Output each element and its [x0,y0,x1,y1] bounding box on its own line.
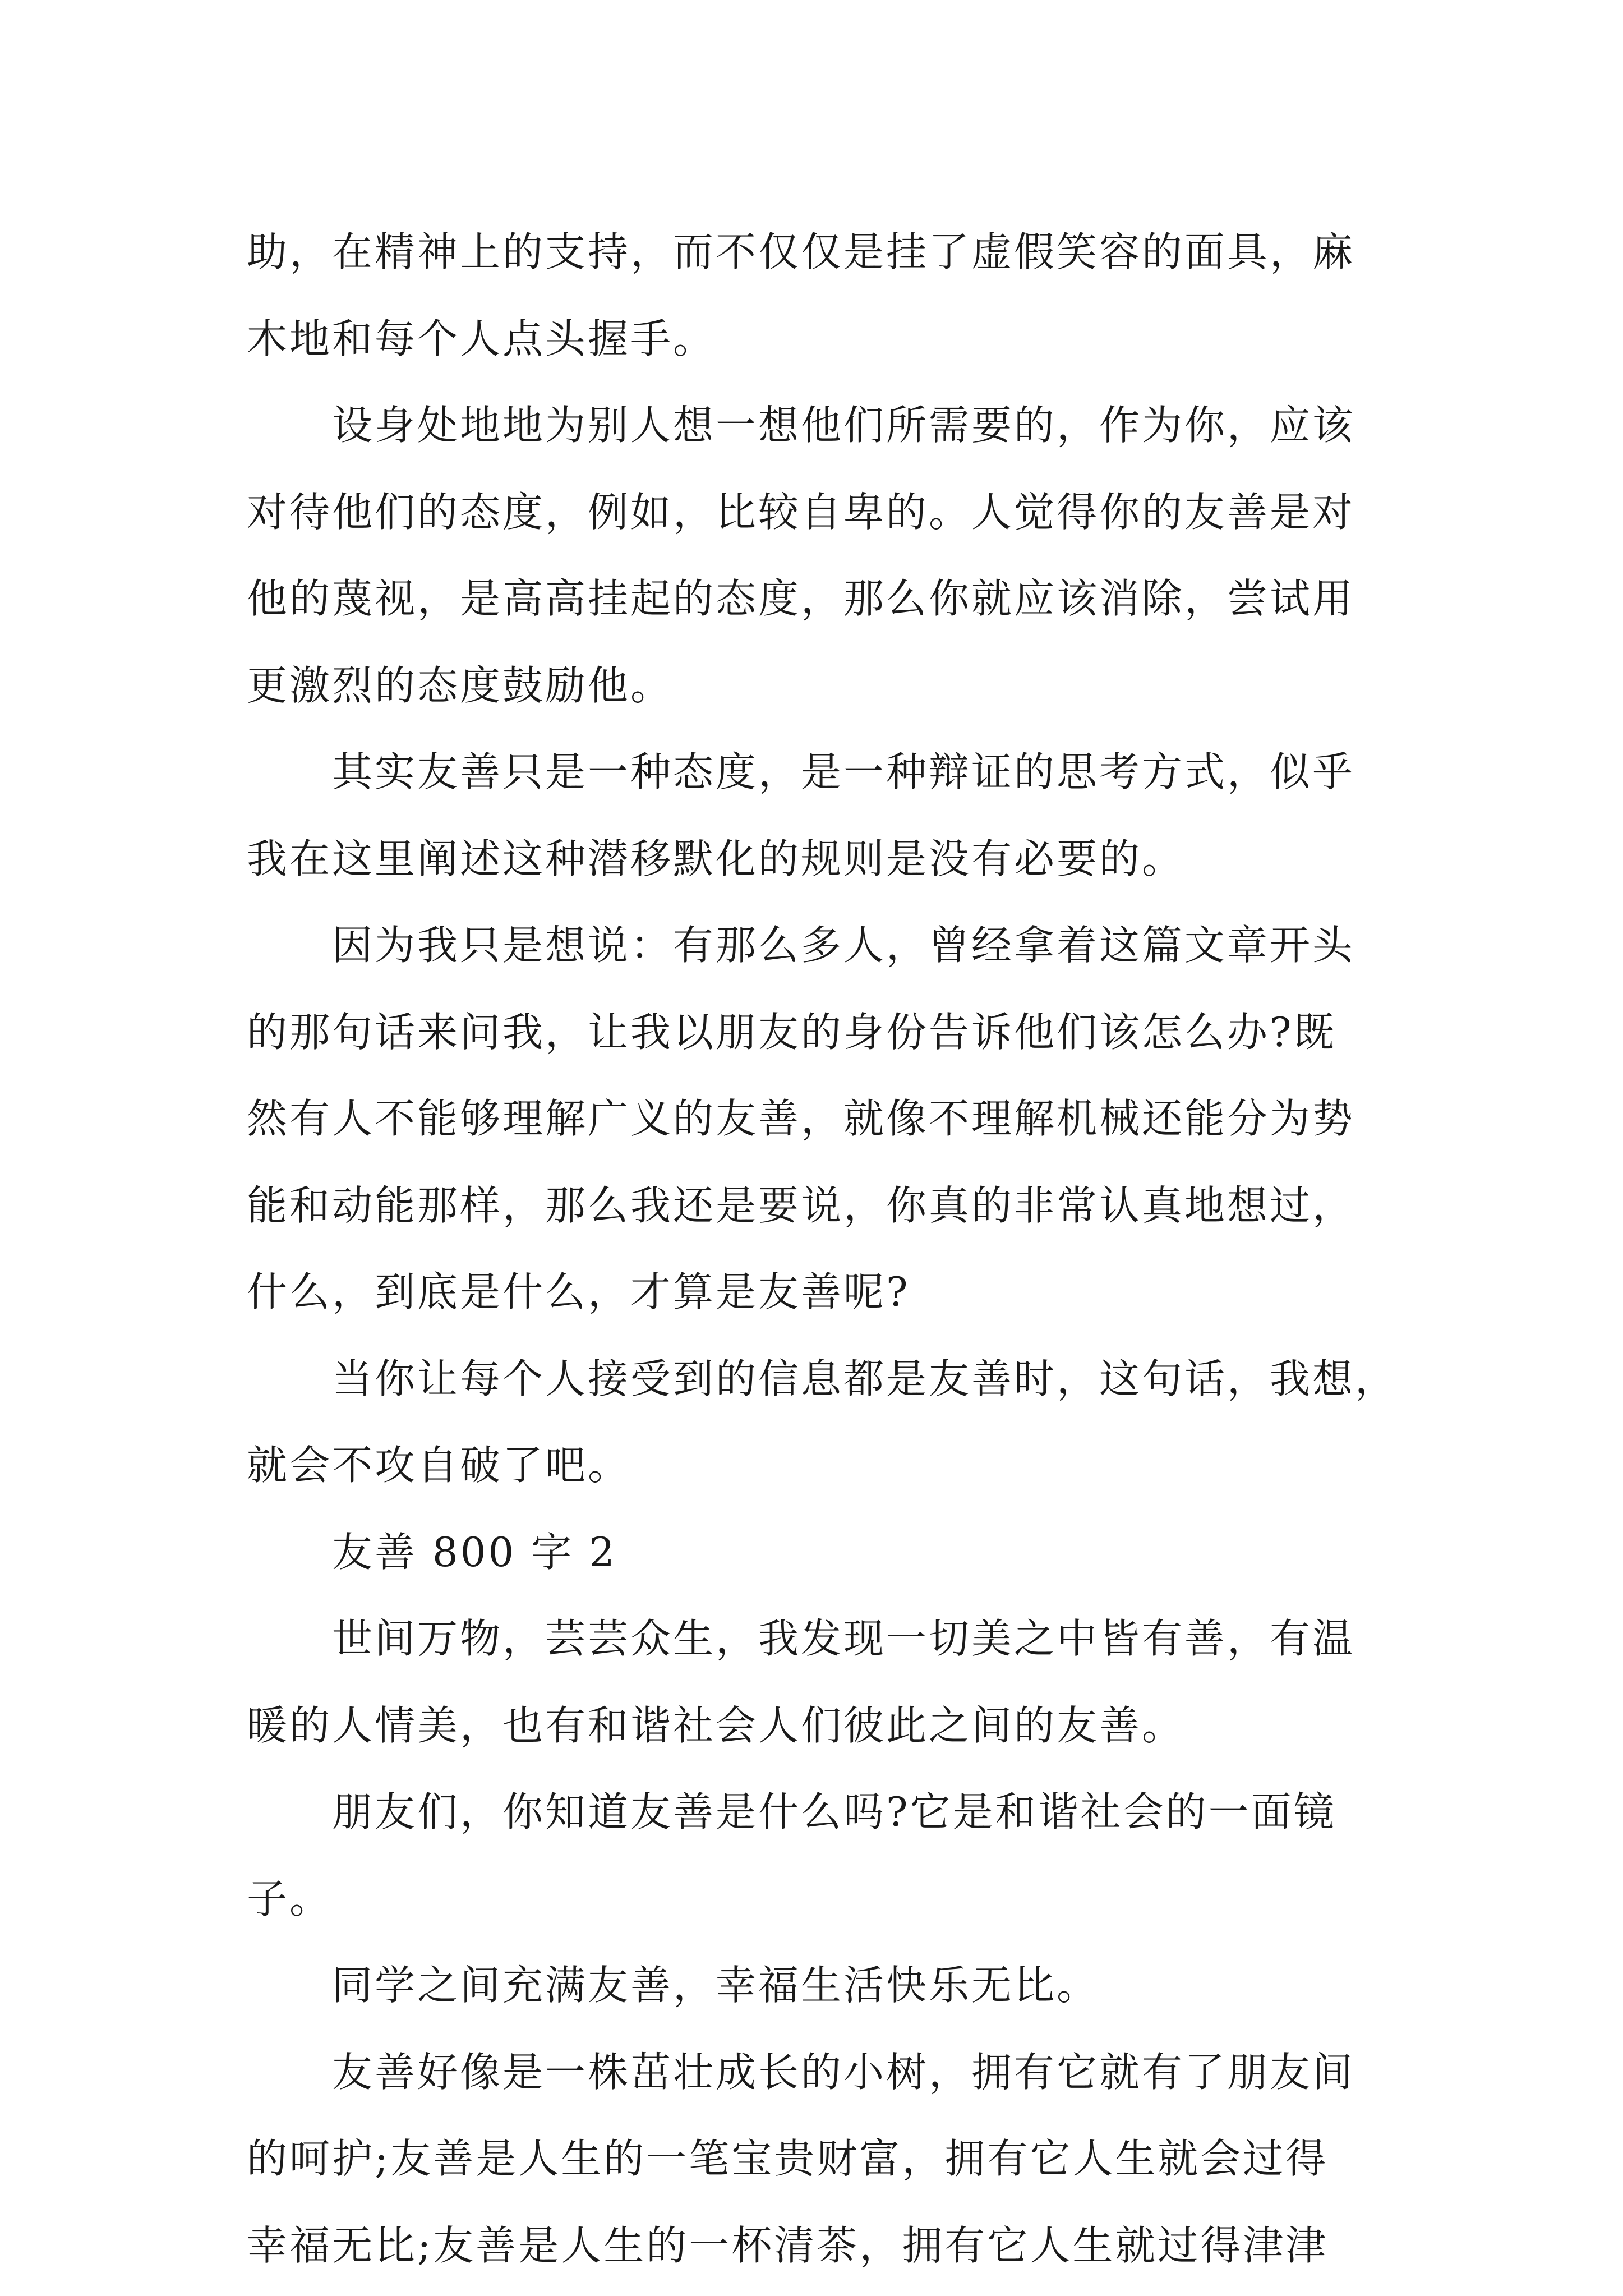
body-text [247,209,1398,2289]
text-line: 能和动能那样，那么我还是要说，你真的非常认真地想过， [247,1181,1355,1229]
text-line: 助，在精神上的支持，而不仅仅是挂了虚假笑容的面具，麻 [247,228,1355,275]
paragraph-start-line: 因为我只是想说：有那么多人，曾经拿着这篇文章开头 [332,922,1355,969]
text-line: 的那句话来问我，让我以朋友的身份告诉他们该怎么办?既 [247,1008,1336,1056]
text-line: 我在这里阐述这种潜移默化的规则是没有必要的。 [247,835,1185,882]
text-line: 就会不攻自破了吧。 [247,1442,631,1489]
text-line: 木地和每个人点头握手。 [247,315,716,362]
paragraph-start-line: 当你让每个人接受到的信息都是友善时，这句话，我想， [332,1355,1398,1402]
text-line: 幸福无比;友善是人生的一杯清茶，拥有它人生就过得津津 [247,2221,1329,2269]
paragraph-start-line: 设身处地地为别人想一想他们所需要的，作为你，应该 [332,402,1355,449]
paragraph-start-line: 其实友善只是一种态度，是一种辩证的思考方式，似乎 [332,748,1355,795]
paragraph-start-line: 朋友们，你知道友善是什么吗?它是和谐社会的一面镜 [332,1788,1336,1835]
text-line: 他的蔑视，是高高挂起的态度，那么你就应该消除，尝试用 [247,575,1355,622]
paragraph-start-line: 友善好像是一株茁壮成长的小树，拥有它就有了朋友间 [332,2048,1355,2096]
text-line: 什么，到底是什么，才算是友善呢? [247,1268,910,1315]
text-line: 更激烈的态度鼓励他。 [247,661,674,709]
text-line: 暖的人情美，也有和谐社会人们彼此之间的友善。 [247,1701,1185,1749]
text-line: 然有人不能够理解广义的友善，就像不理解机械还能分为势 [247,1095,1355,1142]
paragraph-start-line: 世间万物，芸芸众生，我发现一切美之中皆有善，有温 [332,1615,1355,1662]
paragraph-start-line: 同学之间充满友善，幸福生活快乐无比。 [332,1962,1100,2009]
text-line: 子。 [247,1875,333,1922]
text-line: 的呵护;友善是人生的一笔宝贵财富，拥有它人生就会过得 [247,2135,1329,2182]
section-heading: 友善 800 字 2 [332,1528,617,1576]
text-line: 对待他们的态度，例如，比较自卑的。人觉得你的友善是对 [247,488,1355,536]
